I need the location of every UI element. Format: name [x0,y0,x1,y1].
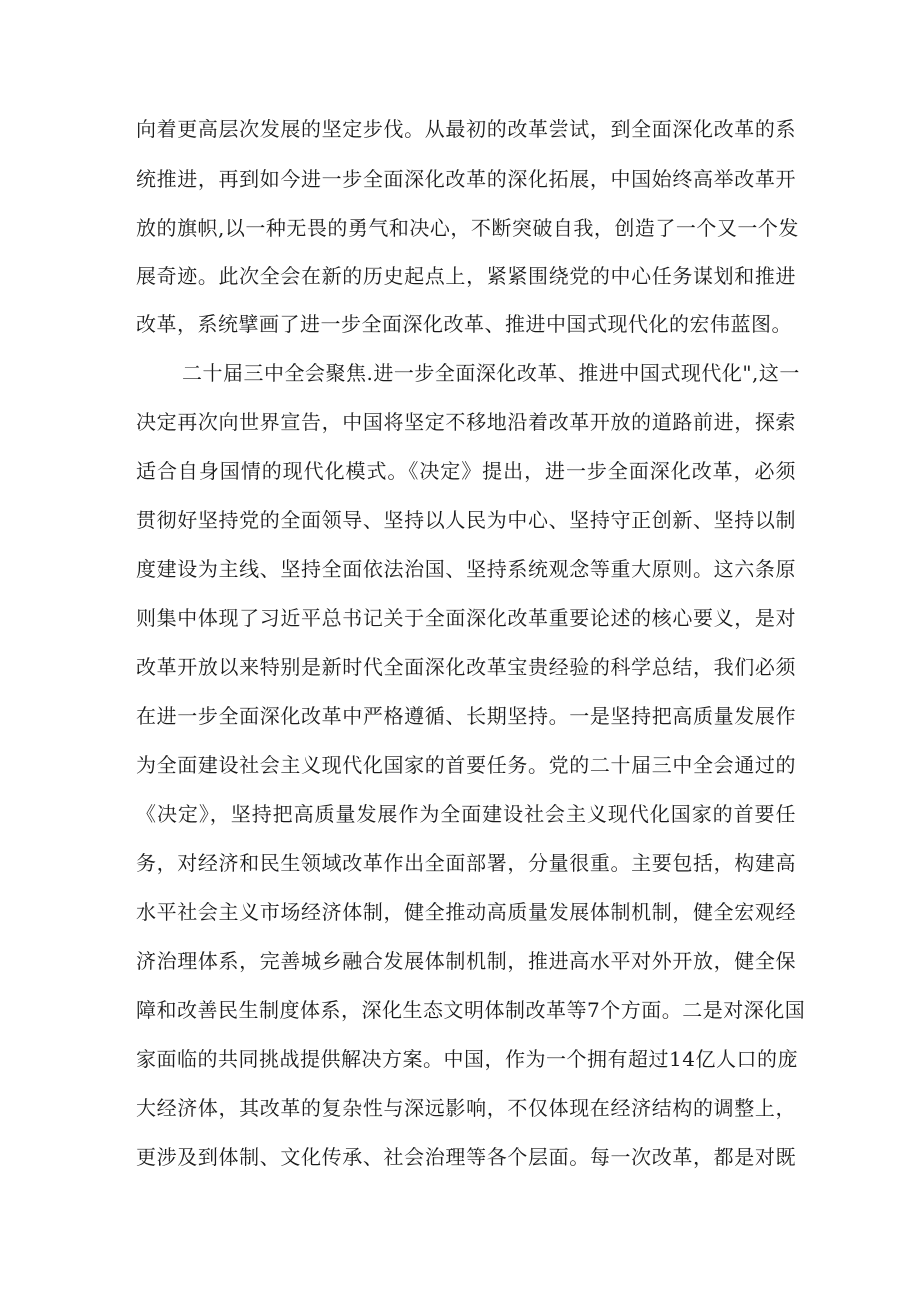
text-line: 更涉及到体制、文化传承、社会治理等各个层面。每一次改革，都是对既 [136,1145,796,1169]
text-line: 务，对经济和民生领域改革作出全面部署，分量很重。主要包括，构建高 [136,851,796,875]
text-line: 贯彻好坚持党的全面领导、坚持以人民为中心、坚持守正创新、坚持以制 [136,508,796,532]
text-line: 改革，系统擘画了进一步全面深化改革、推进中国式现代化的宏伟蓝图。 [136,312,792,336]
text-line: 大经济体，其改革的复杂性与深远影响，不仅体现在经济结构的调整上， [136,1096,796,1120]
text-line: 则集中体现了习近平总书记关于全面深化改革重要论述的核心要义，是对 [136,606,796,630]
text-line: 适合自身国情的现代化模式。《决定》提出，进一步全面深化改革，必须 [136,459,796,483]
text-line: 水平社会主义市场经济体制，健全推动高质量发展体制机制，健全宏观经 [136,900,796,924]
text-line: 放的旗帜,以一种无畏的勇气和决心，不断突破自我，创造了一个又一个发 [136,216,799,240]
text-line: 度建设为主线、坚持全面依法治国、坚持系统观念等重大原则。这六条原 [136,557,796,581]
text-line: 展奇迹。此次全会在新的历史起点上，紧紧围绕党的中心任务谋划和推进 [136,264,796,288]
text-line: 决定再次向世界宣告，中国将坚定不移地沿着改革开放的道路前进，探索 [136,410,796,434]
text-line: 为全面建设社会主义现代化国家的首要任务。党的二十届三中全会通过的 [136,753,796,777]
text-line: 障和改善民生制度体系，深化生态文明体制改革等7个方面。二是对深化国 [136,998,806,1022]
text-line: 向着更高层次发展的坚定步伐。从最初的改革尝试，到全面深化改革的系 [136,117,796,141]
text-line: 家面临的共同挑战提供解决方案。中国，作为一个拥有超过14亿人口的庞 [136,1047,798,1071]
paragraph-first-line: 二十届三中全会聚焦.进一步全面深化改革、推进中国式现代化",这一 [182,361,800,385]
text-line: 改革开放以来特别是新时代全面深化改革宝贵经验的科学总结，我们必须 [136,655,796,679]
text-line: 《决定》，坚持把高质量发展作为全面建设社会主义现代化国家的首要任 [136,802,796,826]
text-line: 统推进，再到如今进一步全面深化改革的深化拓展，中国始终高举改革开 [136,167,796,191]
text-line: 济治理体系，完善城乡融合发展体制机制，推进高水平对外开放，健全保 [136,949,796,973]
text-line: 在进一步全面深化改革中严格遵循、长期坚持。一是坚持把高质量发展作 [136,704,796,728]
